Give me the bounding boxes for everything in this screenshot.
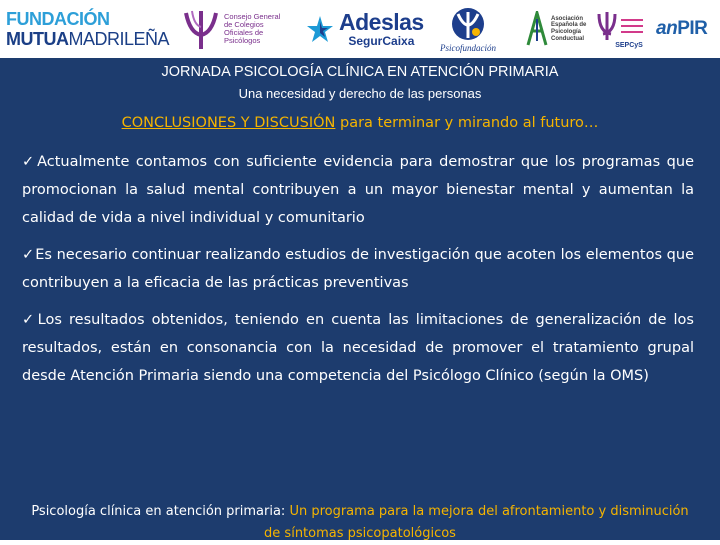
star-icon: [305, 14, 335, 44]
conclusion-text: Los resultados obtenidos, teniendo en cuenta las limitaciones de generalización de los resultados, están en consonancia con la necesidad de promover el tratamiento grupal desde Atención Primaria siendo una competencia del Psicólogo Clínico (según la OMS): [22, 312, 694, 384]
sepcys-emblem-icon: [593, 10, 645, 44]
fundacion-mutua-madrilena-logo: [6, 0, 169, 58]
adeslas-name: Adeslas: [339, 9, 424, 35]
conclusion-point: [22, 148, 694, 232]
check-icon: ✓: [22, 247, 35, 263]
conclusion-text: Actualmente contamos con suficiente evidencia para demostrar que los programas que promocionan la salud mental contribuyen a un mayor bienestar mental y aumentan la calidad de vida a nivel individual y comunitario: [22, 154, 694, 226]
section-heading-underlined: CONCLUSIONES Y DISCUSIÓN: [121, 115, 336, 131]
aepc-logo: [526, 0, 601, 58]
fundacion-logo-line2: MUTUAMADRILEÑA: [6, 29, 170, 49]
fundacion-logo-line1: FUNDACIÓN: [6, 9, 110, 29]
adeslas-logo: [305, 0, 424, 58]
psicofundacion-text: Psicofundación: [440, 42, 496, 53]
aepc-emblem-icon: [526, 11, 548, 47]
psicofundacion-logo: [440, 0, 496, 58]
psicofundacion-emblem-icon: [448, 6, 488, 42]
sepcys-logo: [593, 0, 645, 58]
slide-title: JORNADA PSICOLOGÍA CLÍNICA EN ATENCIÓN PRIMARIA: [161, 64, 559, 80]
adeslas-subname: SegurCaixa: [348, 34, 415, 48]
check-icon: ✓: [22, 312, 37, 328]
anpir-text-b: PIR: [677, 18, 708, 39]
section-heading: [0, 115, 720, 131]
consejo-psicologos-logo: [182, 0, 286, 58]
sepcys-text: SEPCyS: [615, 41, 643, 49]
anpir-logo: [656, 0, 707, 58]
sponsor-logo-bar: [0, 0, 720, 58]
conclusion-point: [22, 241, 694, 297]
anpir-text-a: an: [656, 18, 678, 39]
section-heading-rest: para terminar y mirando al futuro…: [335, 115, 599, 131]
conclusions-list: [22, 148, 694, 399]
footer-program-title: Un programa para la mejora del afrontamiento y disminución de síntomas psicopatológicos: [264, 504, 689, 541]
psi-symbol-icon: [182, 7, 220, 51]
footer-label: Psicología clínica en atención primaria:: [31, 504, 290, 519]
slide-footer: [22, 501, 698, 545]
consejo-logo-text: Consejo General de Colegios Oficiales de Psicólogos: [224, 11, 281, 46]
slide-subtitle: Una necesidad y derecho de las personas: [238, 86, 482, 101]
conclusion-text: Es necesario continuar realizando estudios de investigación que acoten los elementos que contribuyen a la eficacia de las prácticas preventivas: [22, 247, 694, 291]
slide-content: [0, 58, 720, 540]
conclusion-point: [22, 306, 694, 390]
check-icon: ✓: [22, 154, 37, 170]
aepc-text: Asociación Española de Psicología Conductual: [551, 15, 587, 42]
